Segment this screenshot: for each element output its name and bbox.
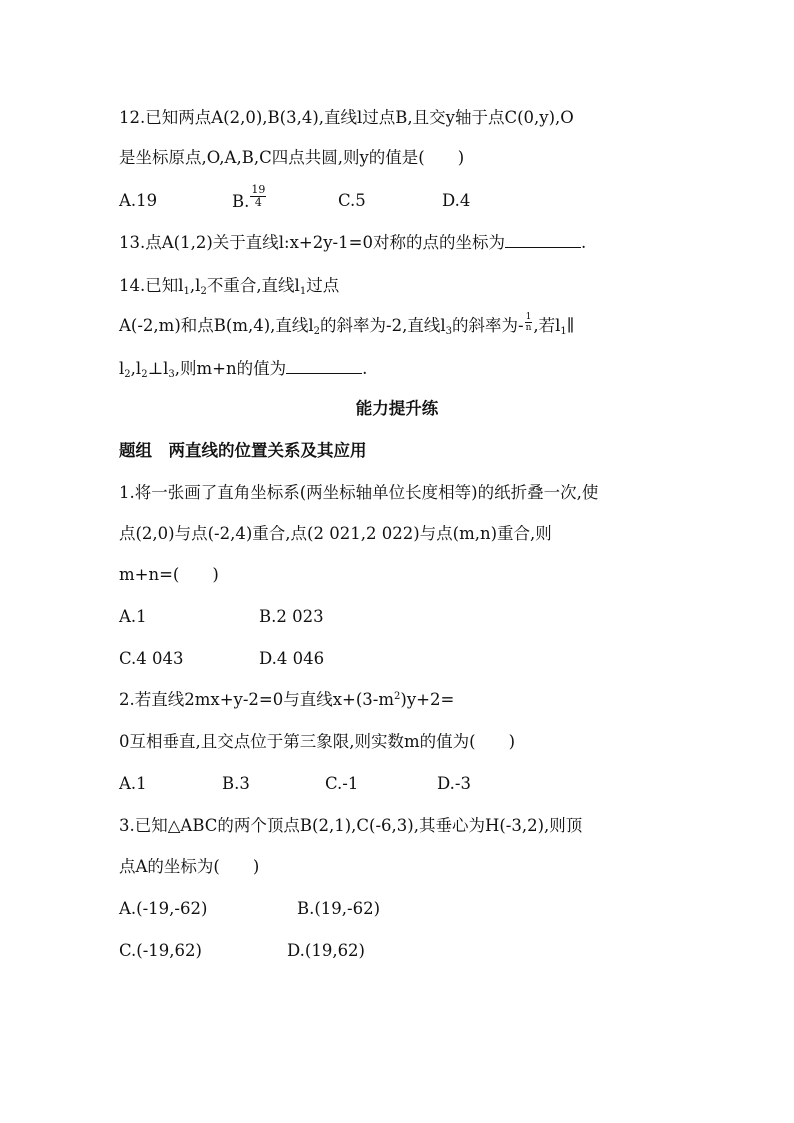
fraction-denominator: 4 bbox=[254, 196, 262, 209]
q14-line-1 bbox=[119, 275, 339, 297]
subscript: 2 bbox=[313, 326, 321, 337]
p2-option-a: A.1 bbox=[119, 774, 147, 793]
p3-option-d: D.(19,62) bbox=[287, 941, 365, 960]
p2-line-2: 0互相垂直,且交点位于第三象限,则实数m的值为( ) bbox=[119, 732, 516, 751]
group-title: 题组 两直线的位置关系及其应用 bbox=[119, 441, 367, 460]
p3-option-c: C.(-19,62) bbox=[119, 941, 202, 960]
subscript: 1 bbox=[183, 286, 190, 297]
subscript: 1 bbox=[560, 326, 567, 337]
fraction-numerator: 19 bbox=[251, 183, 266, 196]
p2-option-b: B.3 bbox=[222, 774, 250, 793]
p2-text: 2.若直线2mx+y-2=0与直线x+(3-m bbox=[119, 690, 395, 709]
p3-option-b: B.(19,-62) bbox=[297, 899, 381, 918]
q12-option-c: C.5 bbox=[338, 191, 366, 210]
q14-text: ,若l bbox=[533, 316, 561, 335]
p1-line-3: m+n=( ) bbox=[119, 565, 219, 584]
q14-period: . bbox=[362, 359, 368, 378]
q13-period: . bbox=[580, 233, 587, 252]
fraction-numerator: 1 bbox=[525, 312, 532, 322]
p1-line-2: 点(2,0)与点(-2,4)重合,点(2 021,2 022)与点(m,n)重合,则 bbox=[119, 524, 552, 543]
perpendicular-text: ⊥l bbox=[147, 359, 169, 378]
q14-text: 过点 bbox=[306, 276, 340, 295]
answer-blank[interactable] bbox=[286, 357, 362, 374]
p2-text: )y+2= bbox=[400, 690, 455, 709]
superscript: 2 bbox=[394, 691, 401, 702]
p2-line-1 bbox=[119, 689, 454, 711]
subscript: 1 bbox=[299, 286, 307, 297]
subscript: 2 bbox=[124, 369, 131, 380]
p1-line-1: 1.将一张画了直角坐标系(两坐标轴单位长度相等)的纸折叠一次,使 bbox=[119, 483, 599, 502]
q14-text: ,l bbox=[130, 359, 142, 378]
p2-option-c: C.-1 bbox=[325, 774, 359, 793]
subscript: 3 bbox=[445, 326, 453, 337]
q14-line-3 bbox=[119, 357, 367, 380]
answer-blank[interactable] bbox=[505, 231, 581, 248]
p3-option-a: A.(-19,-62) bbox=[119, 899, 208, 918]
subscript: 2 bbox=[141, 369, 148, 380]
q14-text: 的斜率为-2,直线l bbox=[320, 316, 446, 335]
p1-option-a: A.1 bbox=[119, 607, 147, 626]
q12-option-d: D.4 bbox=[442, 191, 471, 210]
q13-line bbox=[119, 231, 586, 254]
q14-text: A(-2,m)和点B(m,4),直线l bbox=[119, 316, 314, 335]
q12-option-a: A.19 bbox=[119, 191, 158, 210]
q14-text: 不重合,直线l bbox=[206, 276, 300, 295]
q14-line-2 bbox=[119, 312, 575, 337]
p1-option-b: B.2 023 bbox=[259, 607, 324, 626]
q12-option-b-fraction bbox=[250, 184, 266, 209]
q14-text: l bbox=[119, 359, 125, 378]
q12-line-2: 是坐标原点,O,A,B,C四点共圆,则y的值是( ) bbox=[119, 148, 465, 167]
q12-line-1: 12.已知两点A(2,0),B(3,4),直线l过点B,且交y轴于点C(0,y),O bbox=[119, 108, 574, 127]
p2-option-d: D.-3 bbox=[437, 774, 471, 793]
q14-text: ,l bbox=[189, 276, 201, 295]
subscript: 2 bbox=[200, 286, 207, 297]
subscript: 3 bbox=[168, 369, 175, 380]
q12-option-b-label: B. bbox=[232, 192, 250, 211]
p3-line-1: 3.已知△ABC的两个顶点B(2,1),C(-6,3),其垂心为H(-3,2),则顶 bbox=[119, 816, 583, 835]
q14-text: 14.已知l bbox=[119, 276, 184, 295]
q13-text: 13.点A(1,2)关于直线l:x+2y-1=0对称的点的坐标为 bbox=[119, 233, 505, 252]
p1-option-c: C.4 043 bbox=[119, 649, 184, 668]
p1-option-d: D.4 046 bbox=[259, 649, 325, 668]
p3-line-2: 点A的坐标为( ) bbox=[119, 857, 260, 876]
q14-text: 的斜率为- bbox=[452, 316, 524, 335]
q14-slope-fraction bbox=[525, 312, 533, 333]
parallel-symbol: ∥ bbox=[566, 316, 575, 335]
q12-option-b bbox=[232, 184, 267, 209]
fraction-denominator: n bbox=[525, 323, 532, 333]
section-title: 能力提升练 bbox=[355, 399, 439, 418]
q14-text: ,则m+n的值为 bbox=[174, 359, 287, 378]
